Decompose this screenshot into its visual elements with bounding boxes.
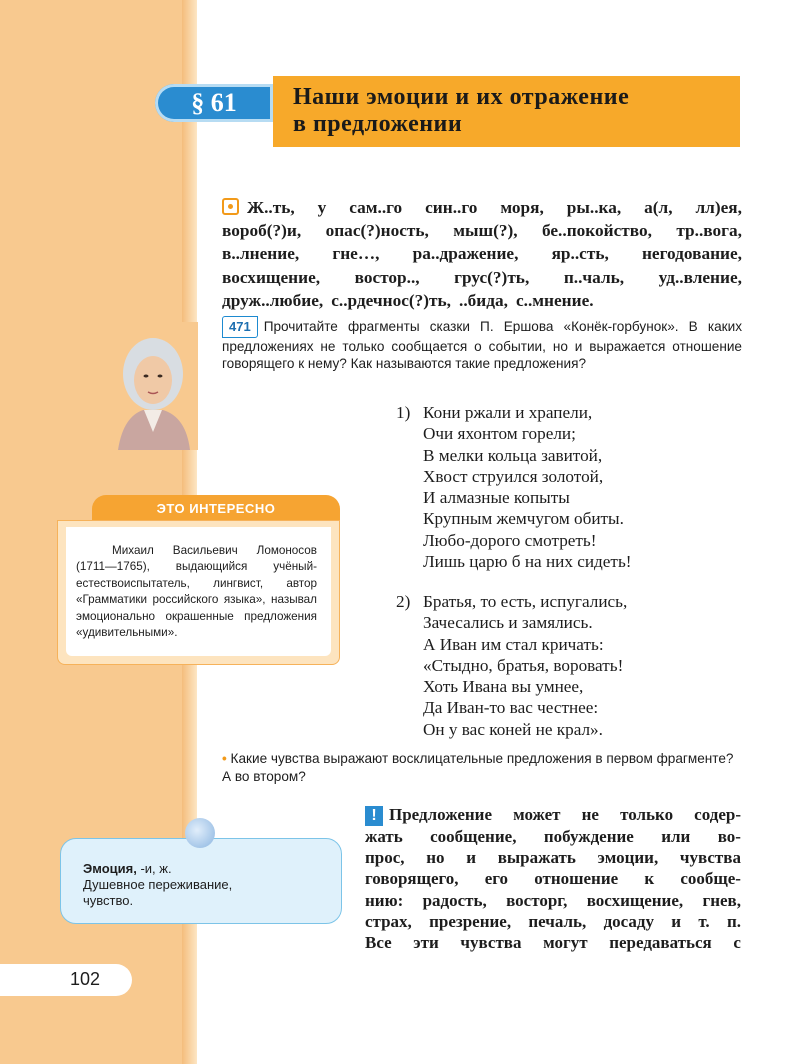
rule-first-word [365, 804, 492, 826]
poem-fragment-1 [396, 402, 632, 572]
task-471 [222, 316, 742, 373]
rule-word: восхищение, [586, 890, 684, 910]
exercise-word: ра..дражение, [412, 244, 519, 264]
section-number-badge: § 61 [155, 84, 273, 122]
interest-heading: ЭТО ИНТЕРЕСНО [92, 495, 340, 521]
exercise-word: моря, [500, 198, 544, 217]
poem-line [396, 655, 627, 676]
rule-word: с [733, 933, 741, 953]
rule-word: чувства [679, 848, 741, 868]
rule-word: т. [698, 911, 710, 931]
exercise-word: сам..го [349, 198, 403, 217]
task-number: 471 [222, 316, 258, 338]
exercise-word: гне…, [332, 244, 380, 264]
rule-word: эти [413, 933, 439, 953]
exercise-word: син..го [425, 198, 478, 217]
exercise-word: ..бида, [459, 290, 508, 310]
rule-box [365, 804, 741, 953]
question [222, 750, 742, 785]
exercise-word: у [317, 198, 327, 217]
exercise-line [222, 266, 742, 289]
rule-word: побуждение [543, 827, 634, 846]
poem-line-text: И алмазные копыты [423, 488, 570, 508]
poem-line [396, 508, 632, 529]
rule-line [365, 826, 741, 847]
rule-word: восторг, [506, 890, 568, 910]
poem-line [396, 445, 632, 466]
title-box [273, 76, 740, 147]
exercise-word: ры..ка, [566, 198, 622, 217]
interest-inner [66, 527, 331, 656]
exercise-line [222, 289, 742, 312]
poem-line [396, 402, 632, 423]
rule-line [365, 932, 741, 953]
exercise-word: мыш(?), [453, 221, 518, 241]
rule-word: гнев, [702, 890, 741, 910]
page-title [293, 84, 730, 138]
poem-line-text: В мелки кольца завитой, [423, 445, 603, 465]
rule-word: Предложение [389, 805, 492, 824]
exercise-word: негодование, [641, 244, 742, 264]
poem-line [396, 551, 632, 572]
poem-number: 1) [396, 403, 411, 422]
rule-word: его [484, 869, 509, 889]
rule-line [365, 868, 741, 889]
question-text: Какие чувства выражают восклицательные предложения в первом фрагменте? А во втором? [222, 751, 734, 784]
bullet-icon: • [222, 751, 227, 766]
page-number-tab [0, 964, 132, 996]
rule-word: презрение, [429, 911, 512, 931]
rule-word: п. [726, 911, 741, 931]
rule-word: нию: [365, 890, 404, 910]
exercise-line [222, 219, 742, 242]
rule-word: прос, [365, 848, 405, 868]
rule-word: страх, [365, 911, 412, 931]
spelling-exercise [222, 196, 742, 312]
exercise-word: в..лнение, [222, 244, 300, 264]
rule-word: во- [717, 827, 741, 846]
exercise-word: п..чаль, [563, 267, 625, 287]
rule-line [365, 847, 741, 868]
rule-word: сообщение, [430, 827, 517, 846]
rule-word: радость, [422, 890, 487, 910]
rule-word: отношение [534, 869, 619, 889]
title-line-2: в предложении [293, 111, 463, 137]
exercise-word: востор.., [354, 267, 420, 287]
exercise-word: яр..сть, [551, 244, 609, 264]
exclamation-icon: ! [365, 806, 383, 826]
poem-line [396, 719, 627, 740]
exercise-word: вороб(?)и, [222, 221, 302, 241]
interest-text: Михаил Васильевич Ломоносов (1711—1765), выдающийся учёный-естествоиспытатель, лингвист, автор «Грамматики российского языка», называл эмоционально окрашенные предложения «удивительными». [76, 544, 317, 640]
poem-line [396, 634, 627, 655]
rule-word: Все [365, 933, 392, 953]
rule-word: только [620, 805, 674, 824]
rule-word: эмоции, [597, 848, 659, 868]
rule-word: могут [543, 933, 588, 953]
exercise-word: с..рдечнос(?)ть, [331, 290, 451, 310]
rule-word: жать [365, 827, 403, 846]
poem-line-text: Лишь царю б на них сидеть! [423, 552, 632, 572]
poem-line [396, 487, 632, 508]
poem-line-text: Хвост струился золотой, [423, 466, 604, 486]
rule-line [365, 911, 741, 932]
exercise-word: уд..вление, [658, 267, 742, 287]
definition-term: Эмоция, [83, 861, 137, 876]
exercise-word: опас(?)ность, [325, 221, 429, 241]
exercise-word: лл)ея, [695, 198, 742, 217]
exercise-word: грус(?)ть, [454, 267, 530, 287]
exercise-word: тр..вога, [676, 221, 742, 241]
rule-word: к [644, 869, 655, 889]
rule-word: и [466, 848, 477, 868]
rule-word: сообще- [680, 869, 741, 889]
poem-line [396, 466, 632, 487]
definition-grammar: -и, ж. [136, 861, 172, 876]
rule-word: выражать [497, 848, 576, 868]
exercise-word: друж..любие, [222, 290, 324, 310]
poem-number: 2) [396, 592, 411, 611]
rule-word: может [513, 805, 561, 824]
poem-line-text: Братья, то есть, испугались, [423, 592, 628, 611]
rule-word: или [661, 827, 691, 846]
poem-line [396, 612, 627, 633]
poem-line [396, 530, 632, 551]
rule-line [365, 804, 741, 826]
definition-line-2: Душевное переживание, [83, 877, 233, 892]
poem-line-text: Зачесались и замялись. [423, 613, 593, 633]
poem-line-text: Очи яхонтом горели; [423, 424, 576, 444]
poem-line-text: Хоть Ивана вы умнее, [423, 677, 584, 697]
poem-line-text: А Иван им стал кричать: [423, 634, 604, 654]
interest-box [57, 520, 340, 665]
exercise-word: а(л, [644, 198, 673, 217]
exercise-word: восхищение, [222, 267, 321, 287]
poem-line-text: Кони ржали и храпели, [423, 403, 593, 422]
exercise-line [222, 242, 742, 265]
definition-line-3: чувство. [83, 893, 134, 908]
page-number: 102 [70, 969, 101, 989]
lomonosov-portrait [108, 322, 198, 450]
rule-word: передаваться [609, 933, 712, 953]
poem-fragment-2 [396, 591, 627, 740]
exercise-word: бе..покойство, [541, 221, 652, 241]
poem-line-text: Крупным жемчугом обиты. [423, 509, 624, 529]
rule-word: не [581, 805, 599, 824]
poem-line [396, 423, 632, 444]
rule-word: содер- [694, 805, 741, 824]
definition-box [60, 838, 342, 924]
rule-word: чувства [460, 933, 522, 953]
poem-line [396, 591, 627, 612]
rule-word: и [671, 911, 682, 931]
exercise-word: с..мнение. [515, 290, 594, 310]
poem-line-text: Он у вас коней не крал». [423, 719, 603, 739]
poem-line-text: «Стыдно, братья, воровать! [423, 655, 624, 675]
rule-line [365, 890, 741, 911]
poem-line [396, 676, 627, 697]
poem-line-text: Да Иван-то вас честнее: [423, 698, 599, 718]
rule-word: говорящего, [365, 869, 459, 889]
rule-word: но [426, 848, 445, 868]
circle-icon [185, 818, 215, 848]
rule-word: печаль, [528, 911, 587, 931]
poem-line-text: Любо-дорого смотреть! [423, 530, 597, 550]
rule-word: досаду [603, 911, 655, 931]
task-text: Прочитайте фрагменты сказки П. Ершова «Конёк-горбунок». В каких предложениях не только сообщается о событии, но и выражается отношение говорящего к нему? Как называются такие предложения? [222, 319, 742, 371]
exercise-marker-icon [222, 198, 239, 215]
poem-line [396, 697, 627, 718]
exercise-line [222, 196, 742, 219]
definition-text [83, 861, 232, 909]
title-line-1: Наши эмоции и их отражение [293, 84, 630, 110]
exercise-word: Ж..ть, [247, 198, 295, 217]
exercise-first-word [222, 196, 295, 219]
